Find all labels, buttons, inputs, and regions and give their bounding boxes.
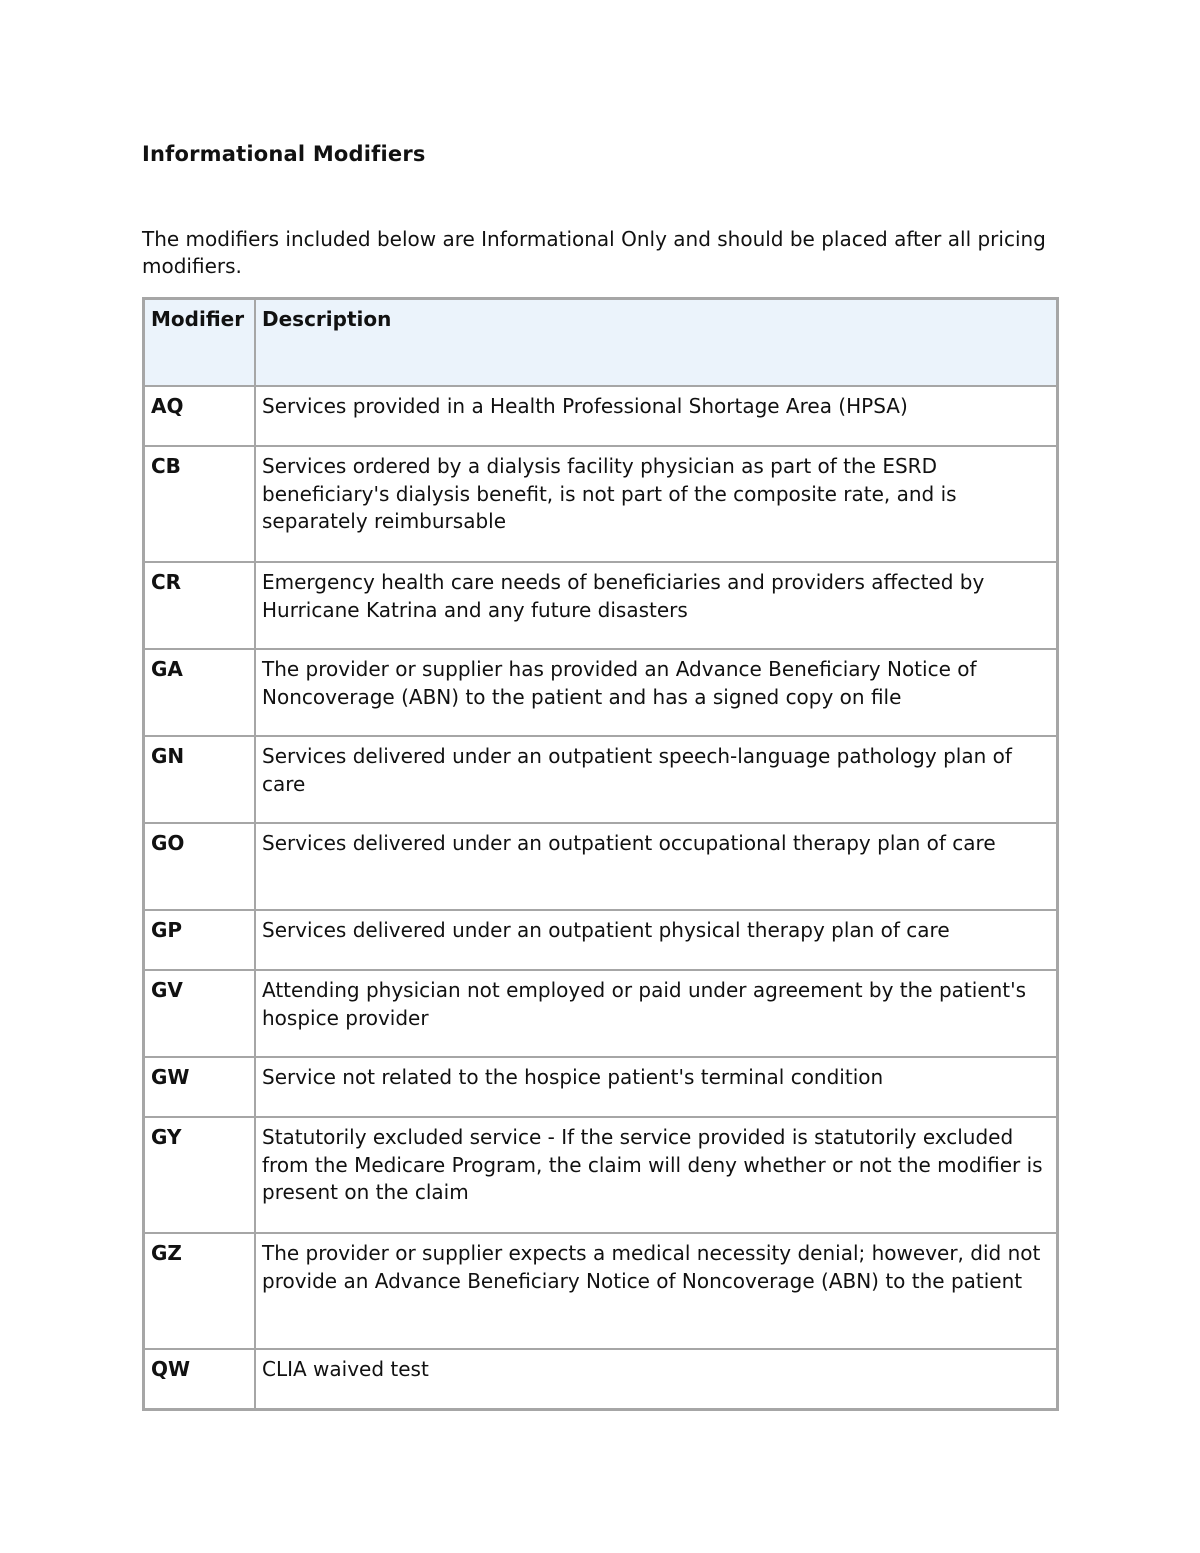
modifier-description: The provider or supplier has provided an Advance Beneficiary Notice of Noncoverage (ABN) to the patient and has a signed copy on file — [255, 649, 1058, 736]
modifier-code: GZ — [144, 1233, 256, 1349]
modifier-description: Attending physician not employed or paid under agreement by the patient's hospice provider — [255, 970, 1058, 1057]
modifier-description: Service not related to the hospice patient's terminal condition — [255, 1057, 1058, 1117]
table-header-row — [144, 299, 1058, 387]
modifier-description: Services delivered under an outpatient physical therapy plan of care — [255, 910, 1058, 970]
table-row — [144, 562, 1058, 649]
modifier-description: Services delivered under an outpatient speech-language pathology plan of care — [255, 736, 1058, 823]
page-title: Informational Modifiers — [142, 142, 426, 166]
modifier-code: QW — [144, 1349, 256, 1410]
modifier-code: AQ — [144, 386, 256, 446]
modifier-code: GO — [144, 823, 256, 910]
table-row — [144, 970, 1058, 1057]
modifier-code: GA — [144, 649, 256, 736]
modifier-description: Emergency health care needs of beneficiaries and providers affected by Hurricane Katrina and any future disasters — [255, 562, 1058, 649]
table-row — [144, 1349, 1058, 1410]
table-row — [144, 1057, 1058, 1117]
table-row — [144, 910, 1058, 970]
table-row — [144, 386, 1058, 446]
table-row — [144, 736, 1058, 823]
table-row — [144, 1117, 1058, 1233]
table-row — [144, 649, 1058, 736]
modifier-description: Statutorily excluded service - If the service provided is statutorily excluded from the Medicare Program, the claim will deny whether or not the modifier is present on the claim — [255, 1117, 1058, 1233]
modifier-code: CR — [144, 562, 256, 649]
modifier-description: Services provided in a Health Professional Shortage Area (HPSA) — [255, 386, 1058, 446]
modifier-column-header: Modifier — [144, 299, 256, 387]
intro-paragraph: The modifiers included below are Informational Only and should be placed after all pricing modifiers. — [142, 227, 1046, 278]
modifier-code: CB — [144, 446, 256, 562]
modifier-code: GY — [144, 1117, 256, 1233]
table-row — [144, 1233, 1058, 1349]
table-row — [144, 446, 1058, 562]
modifier-description: The provider or supplier expects a medical necessity denial; however, did not provide an Advance Beneficiary Notice of Noncoverage (ABN) to the patient — [255, 1233, 1058, 1349]
modifier-code: GN — [144, 736, 256, 823]
description-column-header: Description — [255, 299, 1058, 387]
modifier-code: GV — [144, 970, 256, 1057]
modifier-description: Services ordered by a dialysis facility physician as part of the ESRD beneficiary's dialysis benefit, is not part of the composite rate, and is separately reimbursable — [255, 446, 1058, 562]
modifier-description: Services delivered under an outpatient occupational therapy plan of care — [255, 823, 1058, 910]
modifier-description: CLIA waived test — [255, 1349, 1058, 1410]
modifier-code: GP — [144, 910, 256, 970]
table-row — [144, 823, 1058, 910]
modifier-code: GW — [144, 1057, 256, 1117]
modifiers-table — [142, 297, 1059, 1411]
